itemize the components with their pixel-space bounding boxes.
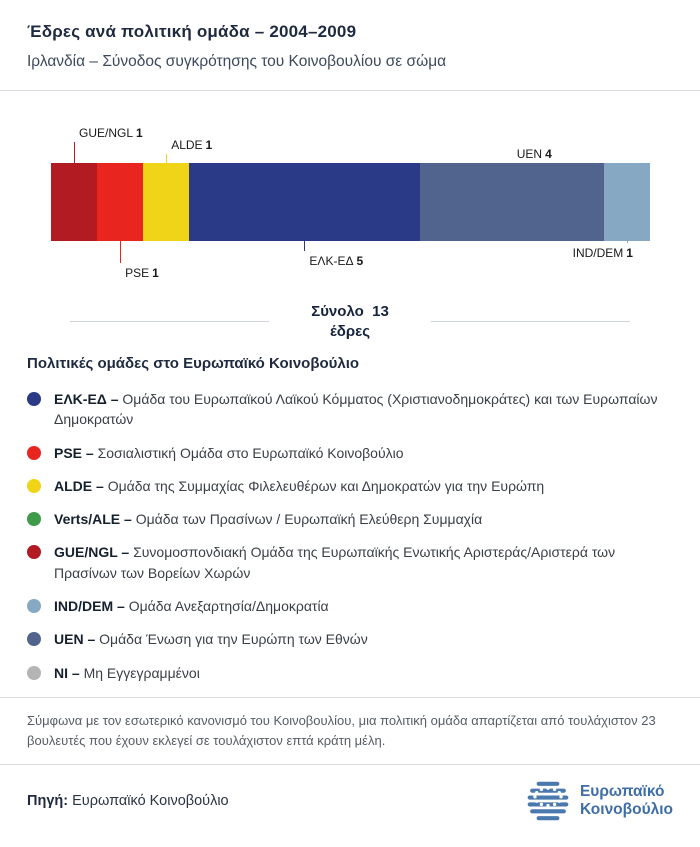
leader-line-PSE [120,241,121,263]
divider [0,90,700,91]
legend-item-alde [27,476,667,496]
seats-chart [51,101,650,286]
legend-item-pse [27,443,667,463]
legend-item-label: IND/DEM – Ομάδα Ανεξαρτησία/Δημοκρατία [54,598,329,615]
footer [27,779,673,823]
divider [0,697,700,698]
legend-item-label: ALDE – Ομάδα της Συμμαχίας Φιλελευθέρων και Δημοκρατών για την Ευρώπη [54,477,545,494]
bar-segment-UEN [420,163,604,241]
legend-item-uen [27,629,667,649]
ep-logo-text: Ευρωπαϊκό Κοινοβούλιο [579,782,673,819]
total-rule-right [431,321,630,322]
source-label: Πηγή: [27,793,69,810]
bar-segment-GUE/NGL [51,163,97,241]
bar-label-ALDE: ALDE 1 [171,138,213,152]
leader-line-IND/DEM [627,241,628,243]
source-value: Ευρωπαϊκό Κοινοβούλιο [72,793,229,810]
total-unit: έδρες [329,322,371,340]
total-value: 13 [372,303,389,320]
header [0,0,700,71]
legend-item-label: UEN – Ομάδα Ένωση για την Ευρώπη των Εθνών [54,631,368,648]
source [27,793,229,809]
legend-dot-verts-ale [27,512,41,526]
bar-label-IND/DEM: IND/DEM 1 [572,246,633,260]
legend-item-verts-ale [27,509,667,529]
bar-segment-PSE [97,163,143,241]
page-subtitle: Ιρλανδία – Σύνοδος συγκρότησης του Κοινοβουλίου σε σώμα [27,53,447,70]
leader-line-ΕΛΚ-ΕΔ [304,241,305,251]
legend-item-label: ΕΛΚ-ΕΔ – Ομάδα του Ευρωπαϊκού Λαϊκού Κόμματος (Χριστιανοδημοκράτες) και των Ευρωπαίων Δημοκρατών [54,391,658,428]
legend-item-elk-ed [27,389,667,430]
bar-label-ΕΛΚ-ΕΔ: ΕΛΚ-ΕΔ 5 [309,254,364,268]
bar-segment-ALDE [143,163,189,241]
legend-item-label: GUE/NGL – Συνομοσπονδιακή Ομάδα της Ευρωπαϊκής Ενωτικής Αριστεράς/Αριστερά των Πρασίνων των Βορείων Χωρών [54,544,616,581]
legend-item-gue-ngl [27,542,667,583]
legend-dot-elk-ed [27,392,41,406]
legend-heading: Πολιτικές ομάδες στο Ευρωπαϊκό Κοινοβούλιο [27,355,360,372]
legend-dot-uen [27,632,41,646]
ep-hemicycle-icon [525,779,571,823]
legend-item-label: Verts/ALE – Ομάδα των Πρασίνων / Ευρωπαϊκή Ελεύθερη Συμμαχία [54,511,483,528]
european-parliament-logo [525,779,673,823]
legend-item-label: NI – Μη Εγγεγραμμένοι [54,664,200,681]
legend-item-label: PSE – Σοσιαλιστική Ομάδα στο Ευρωπαϊκό Κοινοβούλιο [54,444,404,461]
bar-label-PSE: PSE 1 [125,266,159,280]
legend-dot-gue-ngl [27,545,41,559]
leader-line-GUE/NGL [74,142,75,163]
legend-dot-ni [27,666,41,680]
bar-label-GUE/NGL: GUE/NGL 1 [79,126,143,140]
legend-item-ni [27,663,667,683]
bar-label-UEN: UEN 4 [516,147,552,161]
bar-segment-IND/DEM [604,163,650,241]
stacked-bar [51,163,650,241]
total-rule-left [70,321,269,322]
leader-line-ALDE [166,154,167,163]
legend-dot-alde [27,479,41,493]
total-label: Σύνολο [311,303,364,320]
legend-dot-ind-dem [27,599,41,613]
legend-dot-pse [27,446,41,460]
total-row [70,302,630,341]
legend-section [27,355,673,683]
total-seats [311,302,389,341]
bar-segment-ΕΛΚ-ΕΔ [189,163,419,241]
legend-list [27,389,673,683]
divider [0,764,700,765]
legend-item-ind-dem [27,596,667,616]
footnote: Σύμφωνα με τον εσωτερικό κανονισμό του Κοινοβουλίου, μια πολιτική ομάδα απαρτίζεται από τουλάχιστον 23 βουλευτές που έχουν εκλεγεί σε τουλάχιστον επτά κράτη μέλη. [27,712,656,749]
page-title: Έδρες ανά πολιτική ομάδα – 2004–2009 [27,22,357,41]
